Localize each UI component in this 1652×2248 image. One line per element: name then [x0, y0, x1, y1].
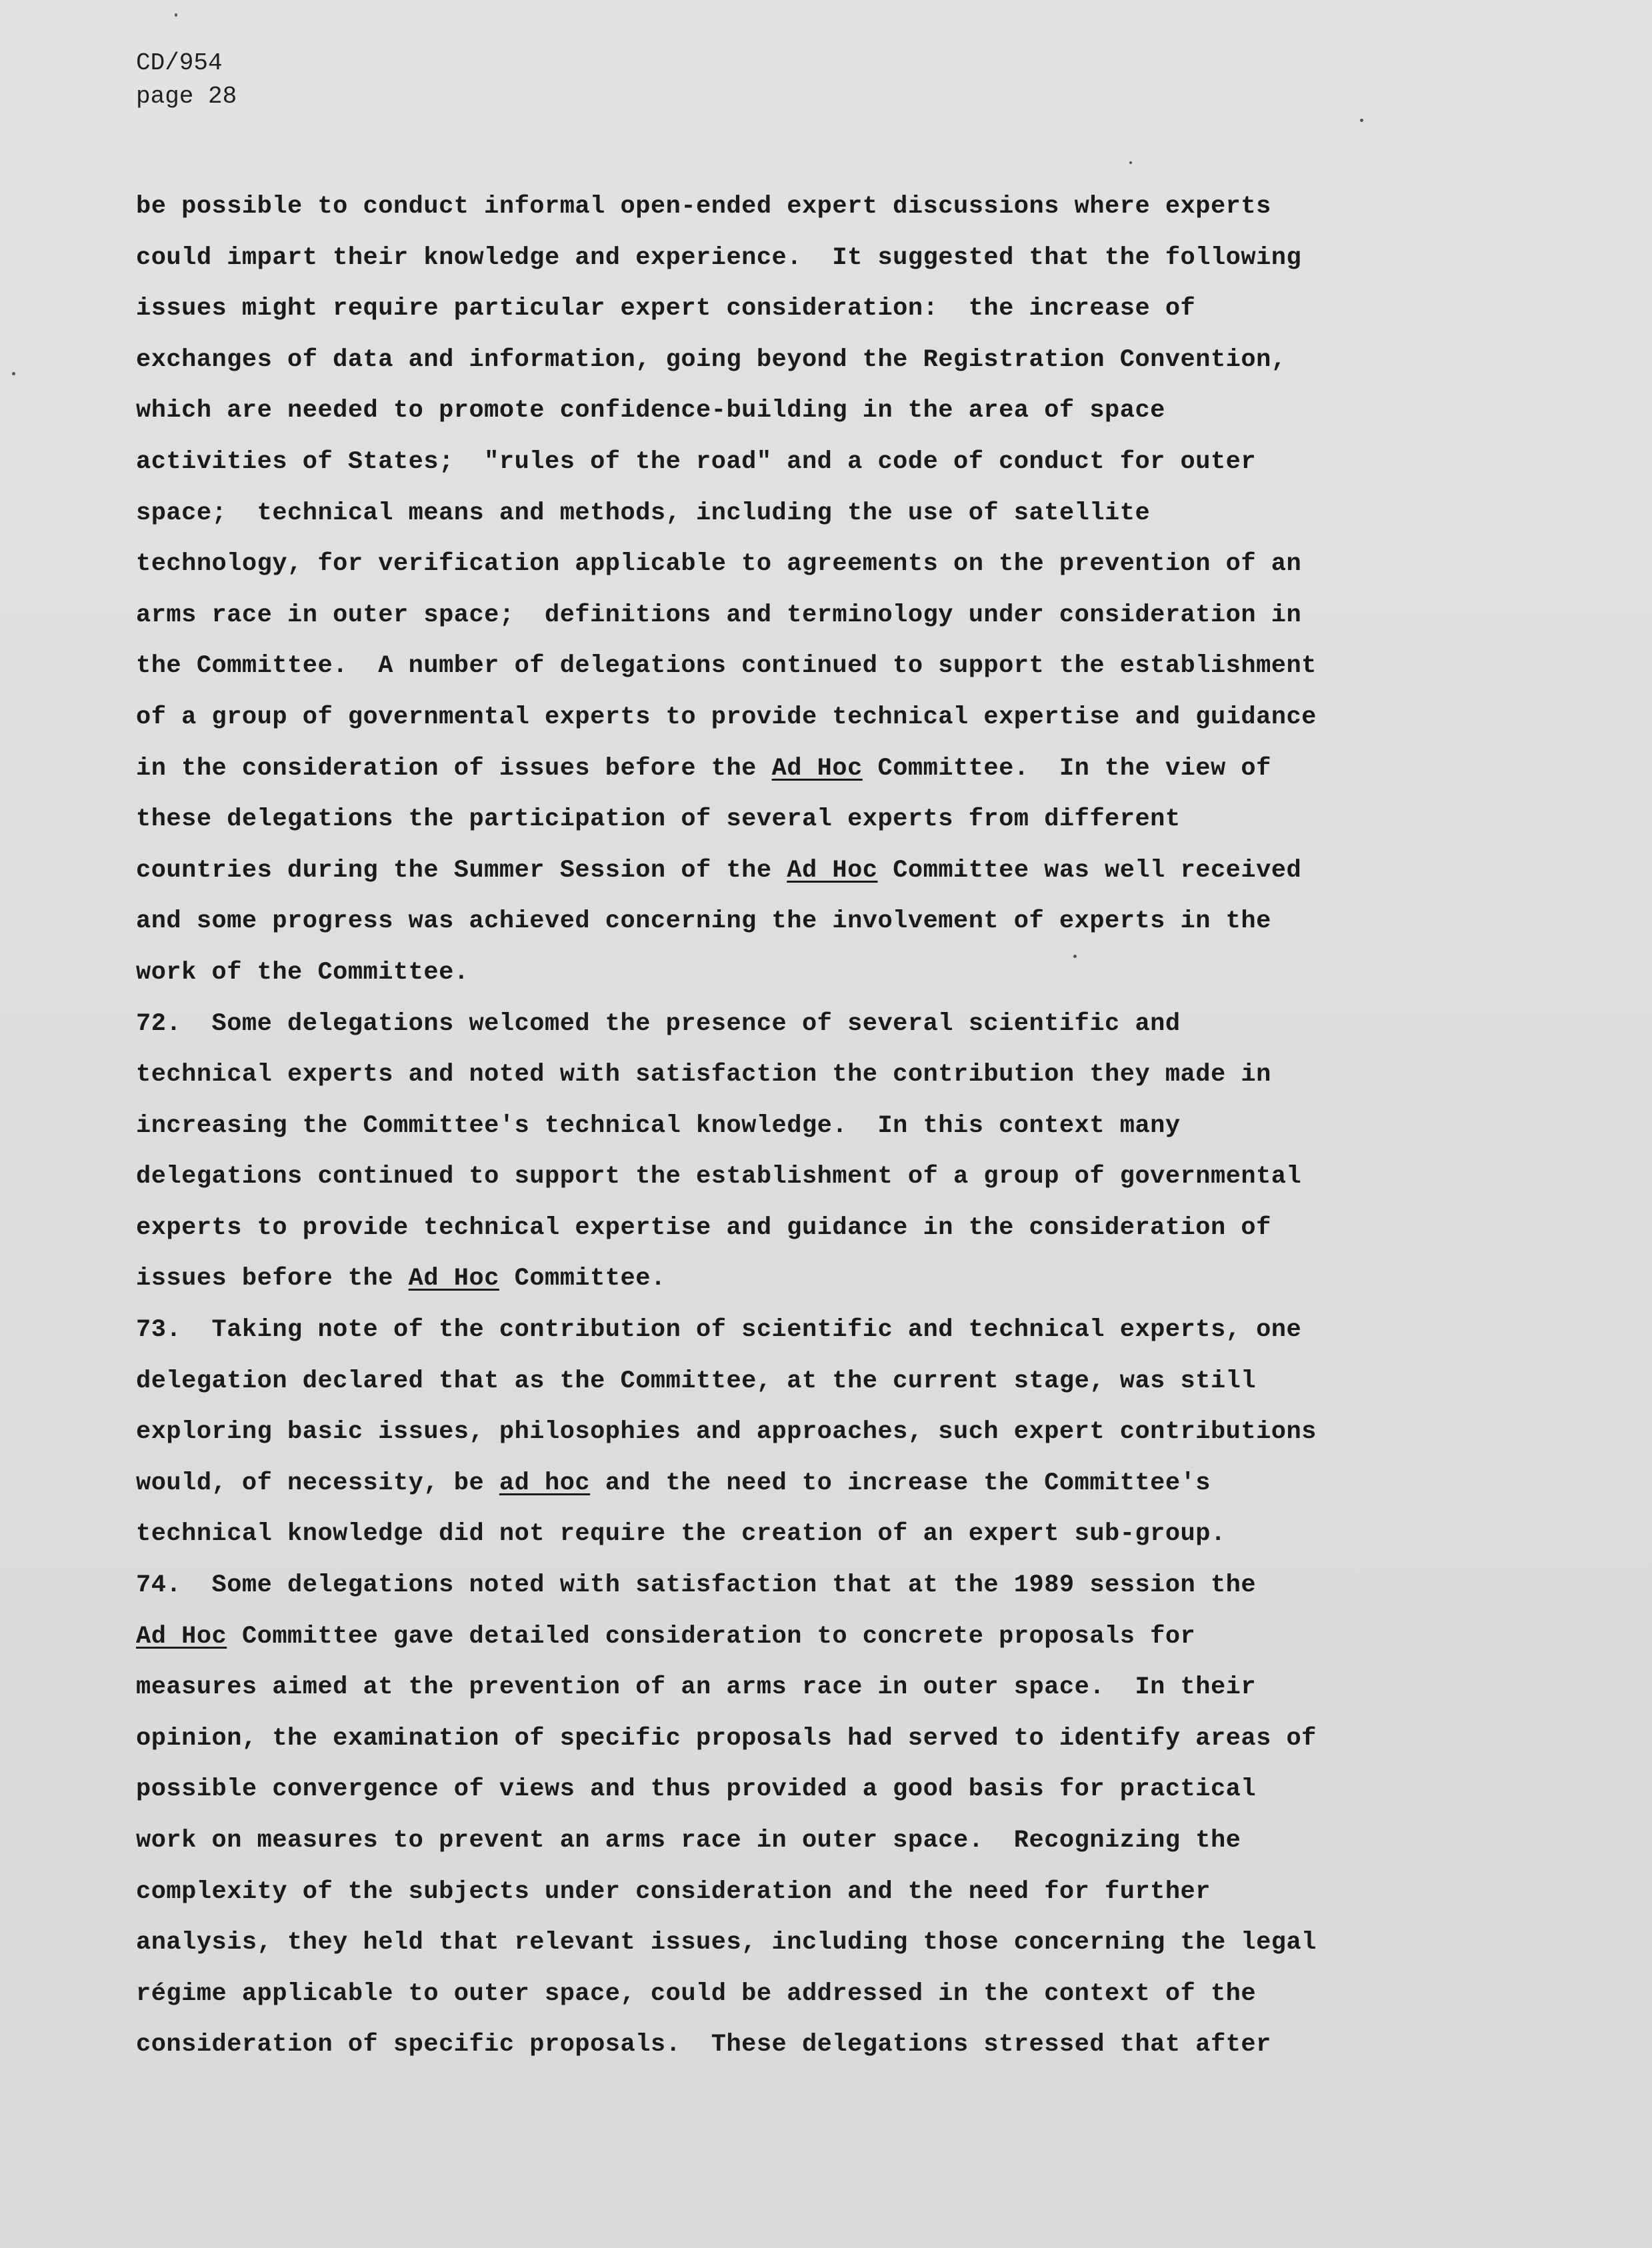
text-segment: possible convergence of views and thus provided a good basis for practical — [136, 1775, 1257, 1804]
text-segment: increasing the Committee's technical knowledge. In this context many — [136, 1111, 1181, 1140]
text-segment: exchanges of data and information, going beyond the Registration Convention, — [136, 345, 1287, 374]
text-line — [136, 794, 1523, 845]
scan-speck — [1129, 161, 1132, 164]
text-segment: Committee. In the view of — [862, 754, 1271, 783]
underlined-term: Ad Hoc — [771, 754, 863, 783]
text-line — [136, 2019, 1523, 2071]
text-segment: measures aimed at the prevention of an arms race in outer space. In their — [136, 1673, 1257, 1702]
text-segment: work on measures to prevent an arms race in outer space. Recognizing the — [136, 1827, 1241, 1855]
text-line — [136, 1815, 1523, 1867]
text-line — [136, 1305, 1523, 1356]
text-line — [136, 999, 1523, 1050]
text-line — [136, 1917, 1523, 1969]
scan-speck — [1360, 119, 1363, 122]
text-line — [136, 743, 1523, 795]
text-segment: be possible to conduct informal open-ended expert discussions where experts — [136, 193, 1271, 221]
document-symbol: CD/954 — [136, 49, 223, 77]
text-segment: work of the Committee. — [136, 958, 469, 987]
text-segment: 73. Taking note of the contribution of scientific and technical experts, one — [136, 1316, 1302, 1345]
text-segment: and some progress was achieved concerning the involvement of experts in the — [136, 907, 1271, 936]
text-line — [136, 947, 1523, 999]
text-segment: in the consideration of issues before the — [136, 754, 772, 783]
text-segment: Committee was well received — [877, 856, 1302, 885]
text-line — [136, 539, 1523, 590]
text-segment: Committee. — [499, 1265, 666, 1293]
text-segment: technical experts and noted with satisfaction the contribution they made in — [136, 1061, 1271, 1089]
underlined-term: Ad Hoc — [136, 1622, 227, 1651]
text-segment: experts to provide technical expertise and guidance in the consideration of — [136, 1213, 1271, 1242]
text-segment: activities of States; "rules of the road" and a code of conduct for outer — [136, 447, 1257, 476]
text-line — [136, 845, 1523, 897]
text-line — [136, 590, 1523, 641]
text-line — [136, 283, 1523, 335]
text-segment: issues before the — [136, 1265, 409, 1293]
scan-speck — [175, 13, 177, 17]
text-segment: space; technical means and methods, including the use of satellite — [136, 499, 1151, 527]
text-segment: analysis, they held that relevant issues, including those concerning the legal — [136, 1929, 1317, 1957]
text-segment: and the need to increase the Committee's — [590, 1469, 1211, 1497]
text-segment: these delegations the participation of several experts from different — [136, 805, 1181, 834]
text-segment: which are needed to promote confidence-building in the area of space — [136, 397, 1165, 425]
body-text — [136, 181, 1523, 2071]
text-line — [136, 1458, 1523, 1509]
text-segment: issues might require particular expert consideration: the increase of — [136, 295, 1196, 323]
text-line — [136, 1407, 1523, 1458]
text-segment: arms race in outer space; definitions and terminology under consideration in — [136, 601, 1302, 629]
text-line — [136, 896, 1523, 947]
scan-speck — [1073, 955, 1077, 958]
text-line — [136, 1764, 1523, 1815]
text-line — [136, 692, 1523, 743]
text-segment: 74. Some delegations noted with satisfaction that at the 1989 session the — [136, 1571, 1257, 1600]
underlined-term: Ad Hoc — [408, 1265, 499, 1293]
text-segment: the Committee. A number of delegations continued to support the establishment — [136, 652, 1317, 681]
text-segment: of a group of governmental experts to provide technical expertise and guidance — [136, 703, 1317, 731]
text-line — [136, 1611, 1523, 1663]
text-line — [136, 1969, 1523, 2020]
underlined-term: Ad Hoc — [787, 856, 878, 885]
text-line — [136, 1049, 1523, 1101]
text-line — [136, 1151, 1523, 1203]
text-line — [136, 1509, 1523, 1560]
text-segment: régime applicable to outer space, could be addressed in the context of the — [136, 1979, 1257, 2008]
text-segment: opinion, the examination of specific proposals had served to identify areas of — [136, 1724, 1317, 1753]
text-segment: delegation declared that as the Committee, at the current stage, was still — [136, 1367, 1257, 1395]
text-line — [136, 1203, 1523, 1254]
text-line — [136, 1356, 1523, 1407]
text-segment: countries during the Summer Session of the — [136, 856, 787, 885]
text-line — [136, 1101, 1523, 1152]
text-segment: exploring basic issues, philosophies and approaches, such expert contributions — [136, 1418, 1317, 1447]
text-line — [136, 335, 1523, 386]
text-line — [136, 181, 1523, 233]
text-line — [136, 641, 1523, 692]
text-line — [136, 437, 1523, 488]
underlined-term: ad hoc — [499, 1469, 591, 1497]
text-line — [136, 1560, 1523, 1611]
text-line — [136, 1713, 1523, 1765]
page-header — [136, 47, 237, 113]
text-line — [136, 488, 1523, 539]
text-line — [136, 1253, 1523, 1305]
text-segment: complexity of the subjects under consideration and the need for further — [136, 1877, 1211, 1906]
text-segment: Committee gave detailed consideration to concrete proposals for — [227, 1622, 1196, 1651]
text-segment: delegations continued to support the establishment of a group of governmental — [136, 1163, 1302, 1191]
text-segment: consideration of specific proposals. These delegations stressed that after — [136, 2031, 1271, 2059]
text-segment: 72. Some delegations welcomed the presence of several scientific and — [136, 1009, 1181, 1038]
text-line — [136, 233, 1523, 284]
text-segment: could impart their knowledge and experience. It suggested that the following — [136, 243, 1302, 272]
text-line — [136, 1662, 1523, 1713]
text-segment: would, of necessity, be — [136, 1469, 499, 1497]
text-segment: technical knowledge did not require the creation of an expert sub-group. — [136, 1520, 1226, 1549]
page-number: page 28 — [136, 83, 237, 110]
text-line — [136, 385, 1523, 437]
scan-speck — [12, 372, 15, 375]
text-line — [136, 1867, 1523, 1918]
text-segment: technology, for verification applicable to agreements on the prevention of an — [136, 550, 1302, 579]
